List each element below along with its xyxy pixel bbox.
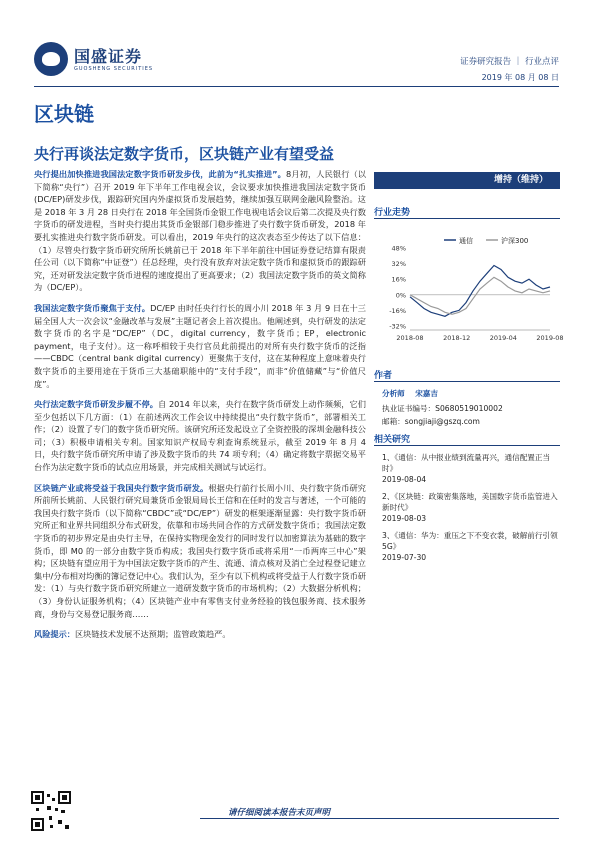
related-item-date: 2019-08-04: [382, 475, 427, 484]
disclaimer-note: 请仔细阅读本报告末页声明: [228, 808, 331, 818]
trend-chart: [374, 226, 564, 350]
analyst-line: [382, 388, 438, 399]
related-item-title[interactable]: 3、《通信：华为：重压之下不变衣裳，破解前行引领 5G》: [382, 531, 558, 551]
related-item-title[interactable]: 2、《区块链：政策密集落地，美国数字货币监管进入新时代》: [382, 492, 558, 512]
series-line-comm: [410, 266, 550, 317]
paragraph-lead: 区块链产业或将受益于我国央行数字货币研发。: [34, 482, 209, 493]
analyst-divider: [374, 381, 560, 382]
related-item-date: 2019-07-30: [382, 553, 427, 562]
body-text: [34, 168, 366, 649]
analyst-role: 分析师: [382, 389, 405, 398]
paragraph-lead: 我国法定数字货币聚焦于支付。: [34, 302, 151, 313]
y-tick-label: -16%: [389, 306, 406, 315]
related-divider: [374, 445, 560, 446]
related-item[interactable]: [382, 452, 560, 485]
paragraph-lead: 央行法定数字货币研发步履不停。: [34, 399, 158, 410]
legend-label-comm: 通信: [459, 237, 473, 245]
trend-title: 行业走势: [374, 208, 411, 218]
y-tick-label: 0%: [395, 291, 406, 300]
report-date: 2019 年 08 月 08 日: [481, 73, 559, 82]
main-title: 央行再谈法定数字货币，区块链产业有望受益: [34, 145, 335, 163]
trend-divider: [374, 218, 560, 219]
related-item-date: 2019-08-03: [382, 514, 427, 523]
x-tick-label: 2019-08: [536, 334, 564, 342]
y-tick-label: 32%: [391, 260, 406, 269]
paragraph-text: 自 2014 年以来，央行在数字货币研发上动作频频，它们至少包括以下几方面：（1）在前述两次工作会议中持续提出“央行数字货币”，部署相关工作；（2）设置了专门的数字货币研究所。该研究所还发起设立了全资控股的深圳金融科技公司；（3）积极申请相关专利。国家知识产权局专利查询系统显示，截至 2019 年 8 月 4 日，央行数字货币研究所申请了涉及数字货币的共 74 项专利；（4）确定将数字票据交易平台作为法定数字货币的试点应用场景，并完成相关测试与试运行。: [34, 399, 366, 473]
analyst-cert: 执业证书编号：S0680519010002: [382, 404, 503, 413]
x-tick-label: 2019-04: [489, 334, 517, 342]
legend-label-hs300: 沪深300: [501, 237, 529, 245]
paragraph-1: [34, 168, 366, 294]
logo-text: 国盛证券: [74, 47, 143, 66]
company-logo: [34, 42, 174, 82]
logo-mark-icon: [34, 42, 68, 76]
analyst-name: 宋嘉吉: [415, 389, 438, 398]
y-tick-label: 16%: [391, 275, 406, 284]
paragraph-3: [34, 398, 366, 474]
section-title: 区块链: [34, 102, 94, 126]
related-list: [382, 452, 560, 563]
chart-legend: [444, 236, 528, 245]
footer-divider: [200, 818, 559, 819]
paragraph-4: [34, 482, 366, 621]
analyst-email: 邮箱：songjiaji@gszq.com: [382, 417, 480, 426]
rating-badge: 增持（维持）: [374, 172, 560, 189]
paragraph-text: 区块链技术发展不达预期；监管政策趋严。: [74, 629, 231, 640]
header-divider: [34, 86, 559, 87]
related-title: 相关研究: [374, 435, 411, 445]
related-item[interactable]: [382, 530, 560, 563]
risk-warning: [34, 628, 366, 641]
y-tick-label: -32%: [389, 322, 406, 331]
analyst-title: 作者: [374, 371, 393, 381]
paragraph-lead: 央行提出加快推进我国法定数字货币研发步伐，此前为“扎实推进”。: [34, 169, 286, 179]
paragraph-text: 8月初，人民银行（以下简称“央行”）召开 2019 年下半年工作电视会议，会议要求加快推进我国法定数字货币(DC/EP)研发步伐，跟踪研究国内外虚拟货币发展趋势，继续加强互联网金融风险整治。这是 2018 年 3 月 28 日央行在 2018 年全国货币金银工作电视电话会议后第二次提及央行数字货币的研发进程，当时央行提出其货币金银部门稳步推进了央行数字货币研发，2018 年要扎实推进央行数字货币研发。可以看出，2019 年央行的这次表态至少传达了以下信息：（1）尽管央行数字货币研究所所长姚前已于 2018 年下半年前往中国证券登记结算有限责任公司（以下简称“中证登”）任总经理，央行没有放弃对法定数字货币和虚拟货币的跟踪研究，还对研发法定数字货币进程的速度提出了更高要求；（2）我国法定数字货币的英文简称为（DC/EP）。: [34, 169, 366, 293]
qr-code-icon: [30, 790, 72, 832]
x-tick-label: 2018-12: [443, 334, 471, 342]
paragraph-text: 根据央行前行长周小川、央行数字货币研究所前所长姚前、人民银行研究局兼货币金银局局长王信和在任时的发言与著述，一个可能的我国央行数字货币（以下简称“CBDC”或“DC/EP”）研发的框架逐渐显露：央行数字货币研究所正和业界共同组织分布式研发，依靠和市场共同合作的方式研发数字货币；我国法定数字货币的初步界定是由央行主导，在保持实物现金发行的同时发行以加密算法为基础的数字货币，即 M0 的一部分由数字货币构成；我国央行数字货币或将采用“一币两库三中心”架构；区块链有望应用于为中国法定数字货币的产生、流通、清点核对及消亡全过程登记建立集中/分布相对均衡的簿记登记中心。我们认为，至少有以下机构或将受益于人行数字货币研发：（1）与央行数字货币研究所建立一道研发数字货币的市场机构；（2）大数据分析机构；（3）身份认证服务机构；（4）区块链产业中有零售支付业务经验的钱包服务商、技术服务商，身份与交易登记服务商……: [34, 482, 366, 619]
series-line-hs300: [410, 277, 550, 314]
paragraph-lead: 风险提示：: [34, 629, 75, 640]
paragraph-2: [34, 302, 366, 390]
related-item-title[interactable]: 1、《通信：从中报业绩到流量再兴，通信配置正当时》: [382, 453, 551, 473]
logo-en-text: GUOSHENG SECURITIES: [74, 66, 154, 72]
x-tick-label: 2018-08: [396, 334, 424, 342]
paragraph-text: DC/EP 由时任央行行长的周小川 2018 年 3 月 9 日在十三届全国人大一次会议“金融改革与发展”主题记者会上首次提出。他阐述到，央行研发的法定数字货币的名字是“DC/EP”（DC，digital currency，数字货币；EP，electronic payment，电子支付）。这一称呼相较于央行官员此前提出的对所有央行数字货币的泛指——CBDC（central bank digital currency）更聚焦于支付，这在某种程度上意味着央行数字货币的主要用途在于货币三大基础职能中的“支付手段”，而非“价值储藏”与“价值尺度”。: [34, 302, 366, 389]
report-type: 证券研究报告 ｜ 行业点评: [460, 57, 559, 67]
y-tick-label: 48%: [391, 244, 406, 253]
related-item[interactable]: [382, 491, 560, 524]
